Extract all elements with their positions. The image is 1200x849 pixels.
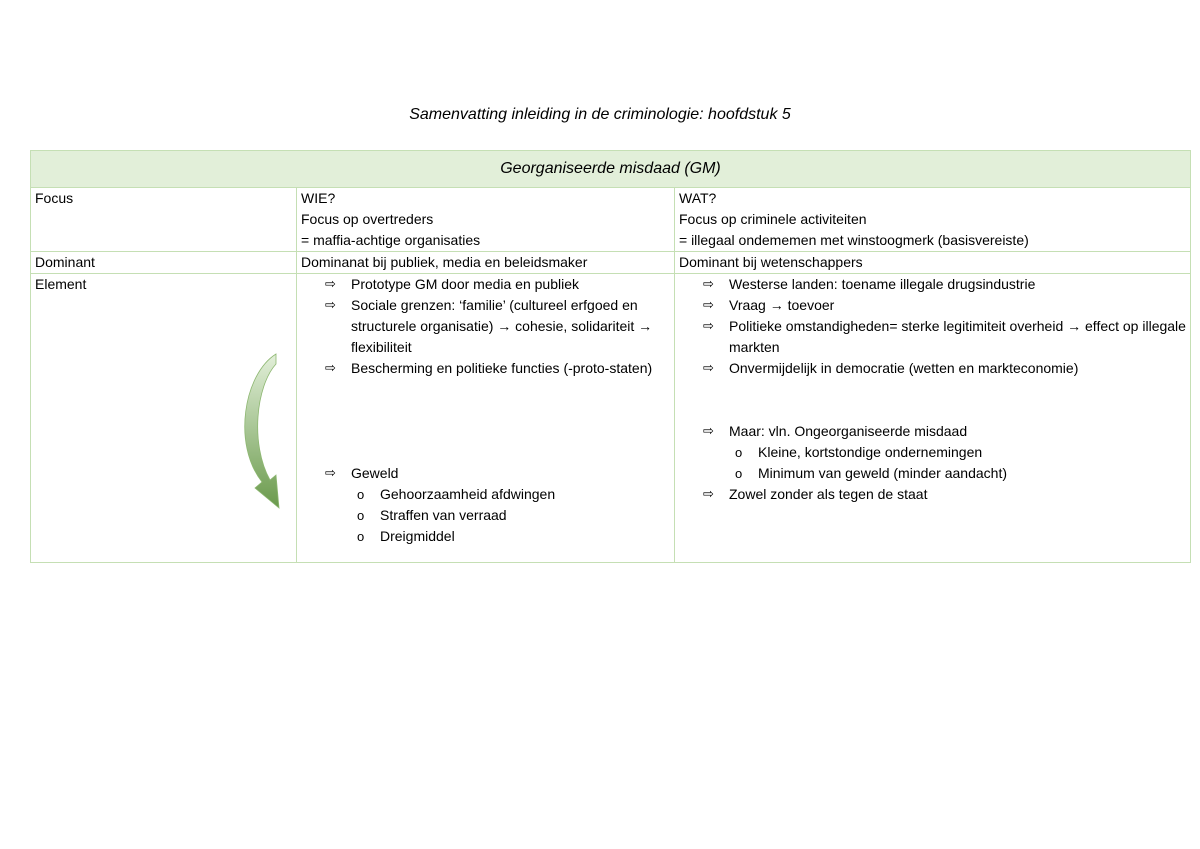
focus-wie-question: WIE? <box>301 190 336 206</box>
curved-arrow-icon <box>236 352 282 512</box>
spacer <box>679 379 1186 421</box>
element-wat-cell <box>675 274 1191 563</box>
arrow-bullet-icon: ⇨ <box>703 298 714 313</box>
circle-bullet-icon: o <box>735 466 743 481</box>
list-item-text: Westerse landen: toename illegale drugsindustrie <box>729 276 1036 292</box>
list-item-text: Politieke omstandigheden= sterke legitimiteit overheid → effect op illegale markten <box>729 318 1186 355</box>
list-item-text: Bescherming en politieke functies (-proto-staten) <box>351 360 653 376</box>
circle-bullet-icon: o <box>735 445 743 460</box>
arrow-bullet-icon: ⇨ <box>703 319 714 334</box>
dominant-wat-cell: Dominant bij wetenschappers <box>675 252 1191 274</box>
element-wie-cell <box>297 274 675 563</box>
list-item <box>325 463 670 484</box>
list-item <box>325 274 670 295</box>
element-wie-geweld-list <box>301 463 670 484</box>
table-header-row <box>31 151 1191 188</box>
element-wat-list <box>679 274 1186 379</box>
arrow-bullet-icon: ⇨ <box>703 361 714 376</box>
arrow-bullet-icon: ⇨ <box>703 424 714 439</box>
list-item-text: Onvermijdelijk in democratie (wetten en markteconomie) <box>729 360 1079 376</box>
focus-wie-subject: Focus op overtreders <box>301 211 434 227</box>
arrow-bullet-icon: ⇨ <box>325 298 336 313</box>
circle-bullet-icon: o <box>357 508 365 523</box>
focus-wat-subject: Focus op criminele activiteiten <box>679 211 867 227</box>
element-wat-last-list <box>679 484 1186 505</box>
row-label-dominant: Dominant <box>31 252 297 274</box>
table-header: Georganiseerde misdaad (GM) <box>31 151 1191 188</box>
sub-list-item <box>355 484 670 505</box>
sub-list-item <box>733 442 1186 463</box>
arrow-bullet-icon: ⇨ <box>703 487 714 502</box>
list-item-text: Maar: vln. Ongeorganiseerde misdaad <box>729 423 968 439</box>
list-item-text: Prototype GM door media en publiek <box>351 276 580 292</box>
gm-summary-table <box>30 150 1191 563</box>
sub-list-item-text: Dreigmiddel <box>380 528 455 544</box>
sub-list-item-text: Gehoorzaamheid afdwingen <box>380 486 556 502</box>
sub-list-item <box>355 505 670 526</box>
arrow-bullet-icon: ⇨ <box>325 361 336 376</box>
arrow-bullet-icon: ⇨ <box>325 277 336 292</box>
list-item <box>703 295 1186 316</box>
sub-list-item <box>733 463 1186 484</box>
row-label-element: Element <box>31 274 297 563</box>
focus-wie-cell <box>297 188 675 252</box>
list-item <box>325 358 670 379</box>
element-wie-list <box>301 274 670 379</box>
list-item <box>703 316 1186 358</box>
circle-bullet-icon: o <box>357 529 365 544</box>
list-item-text: Vraag → toevoer <box>729 297 835 313</box>
list-item <box>703 484 1186 505</box>
circle-bullet-icon: o <box>357 487 365 502</box>
dominant-wie-cell: Dominanat bij publiek, media en beleidsmaker <box>297 252 675 274</box>
list-item-text: Zowel zonder als tegen de staat <box>729 486 928 502</box>
table-row-element <box>31 274 1191 563</box>
row-label-focus: Focus <box>31 188 297 252</box>
focus-wat-question: WAT? <box>679 190 717 206</box>
focus-wat-cell <box>675 188 1191 252</box>
sub-list-item-text: Kleine, kortstondige ondernemingen <box>758 444 983 460</box>
list-item <box>703 358 1186 379</box>
list-item-text: Geweld <box>351 465 399 481</box>
element-wat-maar-list <box>679 421 1186 442</box>
list-item <box>325 295 670 358</box>
arrow-bullet-icon: ⇨ <box>703 277 714 292</box>
sub-list-item <box>355 526 670 547</box>
list-item <box>703 274 1186 295</box>
arrow-bullet-icon: ⇨ <box>325 466 336 481</box>
sub-list-item-text: Minimum van geweld (minder aandacht) <box>758 465 1007 481</box>
table-row-dominant <box>31 252 1191 274</box>
table-row-focus <box>31 188 1191 252</box>
focus-wat-definition: = illegaal ondememen met winstoogmerk (basisvereiste) <box>679 232 1029 248</box>
focus-wie-definition: = maffia-achtige organisaties <box>301 232 481 248</box>
maar-sub-list <box>679 442 1186 484</box>
document-title: Samenvatting inleiding in de criminologie: hoofdstuk 5 <box>409 106 791 123</box>
sub-list-item-text: Straffen van verraad <box>380 507 507 523</box>
list-item <box>703 421 1186 442</box>
list-item-text: Sociale grenzen: ‘familie’ (cultureel erfgoed en structurele organisatie) → cohesie, solidariteit → flexibiliteit <box>351 297 653 355</box>
spacer <box>301 379 670 463</box>
geweld-sub-list <box>301 484 670 547</box>
